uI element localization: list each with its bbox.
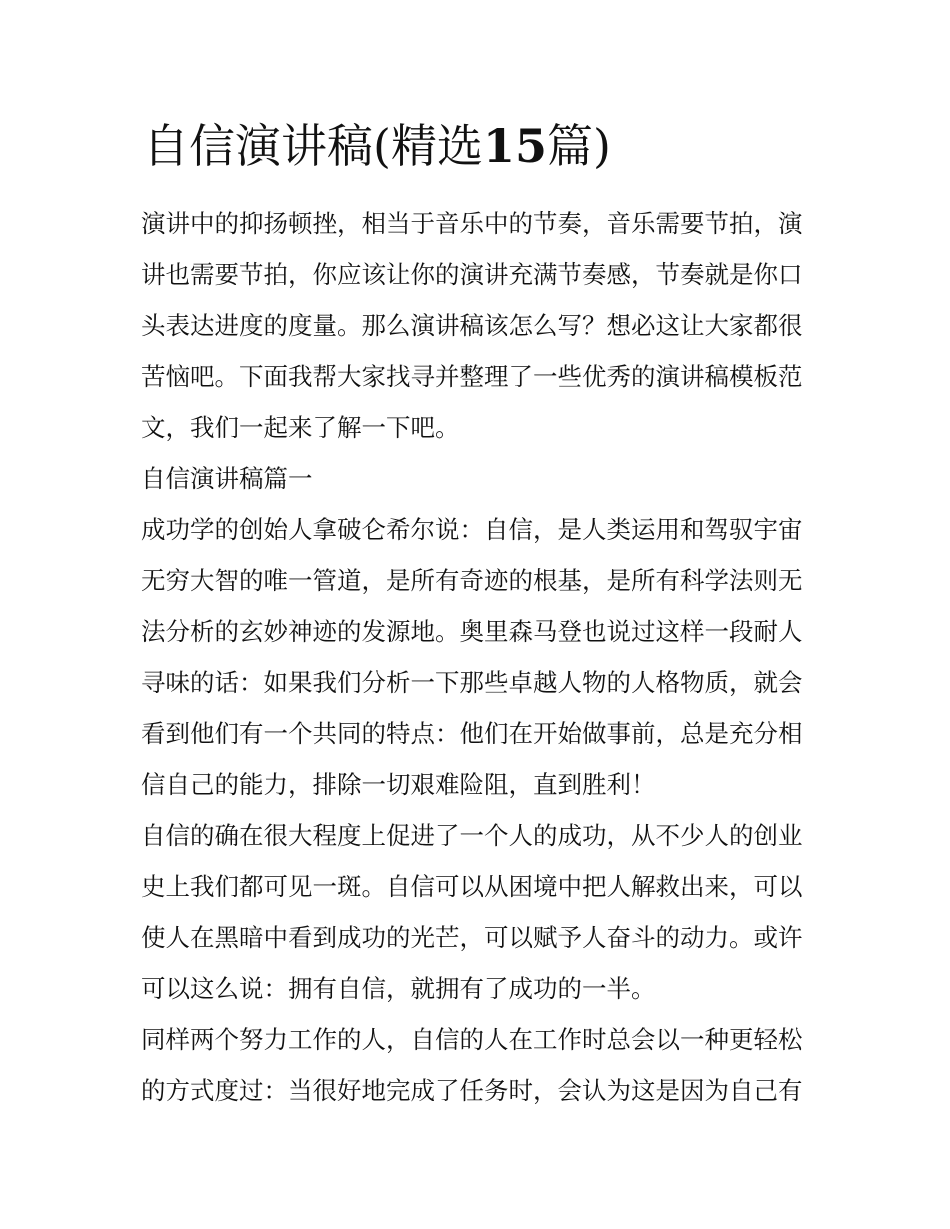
text-line: 看到他们有一个共同的特点：他们在开始做事前，总是充分相	[141, 719, 803, 748]
text-line: 可以这么说：拥有自信，就拥有了成功的一半。	[141, 974, 656, 1003]
text-line: 文，我们一起来了解一下吧。	[141, 413, 460, 442]
text-line: 同样两个努力工作的人，自信的人在工作时总会以一种更轻松	[141, 1025, 803, 1054]
text-line: 成功学的创始人拿破仑希尔说：自信，是人类运用和驾驭宇宙	[141, 515, 803, 544]
text-line: 演讲中的抑扬顿挫，相当于音乐中的节奏，音乐需要节拍，演	[141, 209, 803, 238]
text-line: 使人在黑暗中看到成功的光芒，可以赋予人奋斗的动力。或许	[141, 923, 803, 952]
title-prefix: 自信演讲稿(精选	[143, 119, 483, 173]
title-suffix: 篇)	[546, 119, 611, 173]
text-line: 自信的确在很大程度上促进了一个人的成功，从不少人的创业	[141, 821, 803, 850]
text-line: 寻味的话：如果我们分析一下那些卓越人物的人格物质，就会	[141, 668, 803, 697]
text-line: 的方式度过：当很好地完成了任务时，会认为这是因为自己有	[141, 1076, 803, 1105]
page-title	[143, 113, 843, 179]
text-line: 史上我们都可见一斑。自信可以从困境中把人解救出来，可以	[141, 872, 803, 901]
text-line: 讲也需要节拍，你应该让你的演讲充满节奏感，节奏就是你口	[141, 260, 803, 289]
section-heading: 自信演讲稿篇一	[141, 464, 313, 493]
text-line: 信自己的能力，排除一切艰难险阻，直到胜利！	[141, 770, 656, 799]
text-line: 法分析的玄妙神迹的发源地。奥里森马登也说过这样一段耐人	[141, 617, 803, 646]
text-line: 头表达进度的度量。那么演讲稿该怎么写？想必这让大家都很	[141, 311, 803, 340]
document-body	[141, 198, 813, 1116]
title-number: 15	[482, 119, 547, 173]
text-line: 无穷大智的唯一管道，是所有奇迹的根基，是所有科学法则无	[141, 566, 803, 595]
text-line: 苦恼吧。下面我帮大家找寻并整理了一些优秀的演讲稿模板范	[141, 362, 803, 391]
